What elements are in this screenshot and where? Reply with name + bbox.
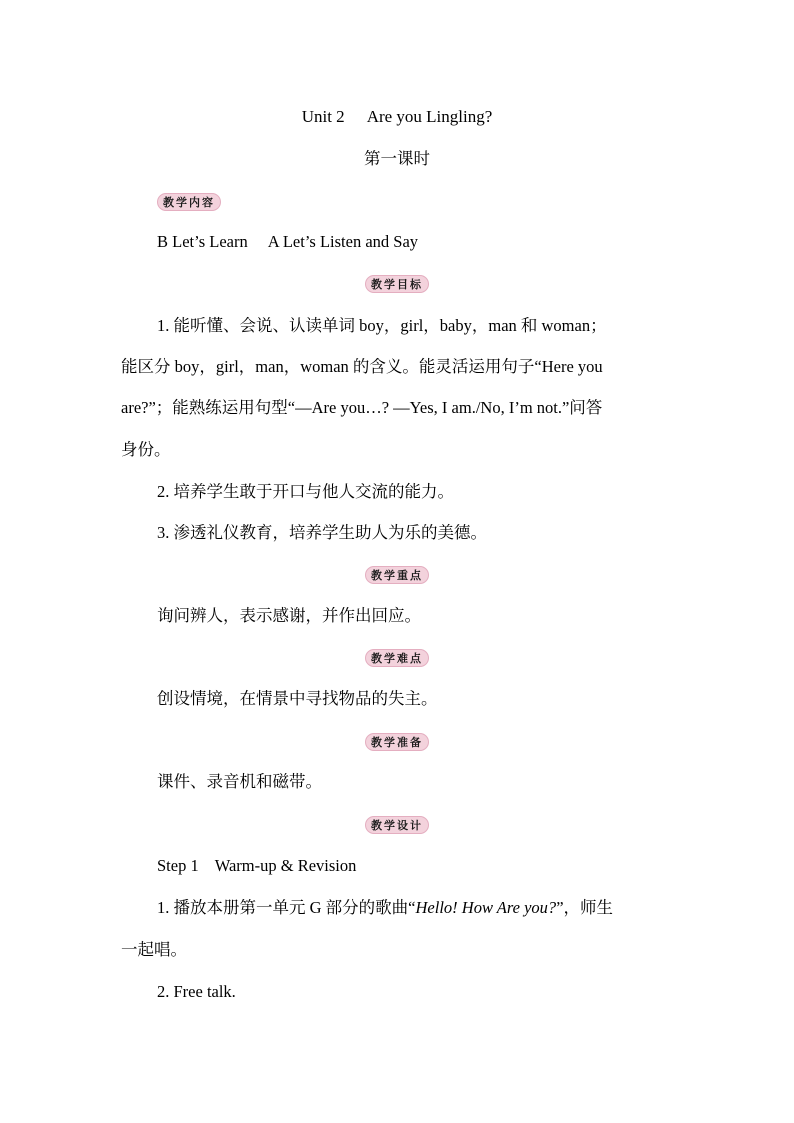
objective-3: 3. 渗透礼仪教育，培养学生助人为乐的美德。 [157, 523, 487, 542]
preparation-text: 课件、录音机和磁带。 [157, 772, 322, 791]
section-badge-preparation: 教学准备 [365, 733, 429, 751]
section-badge-design: 教学设计 [365, 816, 429, 834]
section-badge-key-points: 教学重点 [365, 566, 429, 584]
objective-1-line-2: 能区分 boy，girl，man，woman 的含义。能灵活运用句子“Here you [121, 357, 603, 376]
objective-2: 2. 培养学生敢于开口与他人交流的能力。 [157, 482, 454, 501]
unit-name: Are you Lingling? [366, 107, 493, 126]
objective-1-line-3: are?”；能熟练运用句型“—Are you…? —Yes, I am./No, I’m not.”问答 [121, 398, 603, 417]
section-badge-content: 教学内容 [157, 193, 221, 211]
step-title: Warm-up & Revision [214, 856, 357, 875]
design-item-1-line-1 [157, 897, 613, 919]
design-item-2: 2. Free talk. [157, 982, 236, 1001]
content-text [157, 231, 418, 253]
item-1-suffix: ”，师生 [556, 898, 614, 917]
objective-1-line-4: 身份。 [121, 440, 171, 459]
step-label: Step 1 [157, 856, 199, 875]
content-part-b: B Let’s Learn [157, 232, 248, 251]
unit-title [0, 106, 794, 128]
objective-1-line-1: 1. 能听懂、会说、认读单词 boy，girl，baby，man 和 woman； [157, 316, 607, 335]
unit-number: Unit 2 [301, 107, 345, 126]
item-1-prefix: 1. 播放本册第一单元 G 部分的歌曲“ [157, 898, 416, 917]
design-item-1-line-2: 一起唱。 [121, 940, 187, 959]
lesson-title: 第一课时 [364, 149, 430, 168]
section-badge-objectives: 教学目标 [365, 275, 429, 293]
step-heading [157, 855, 356, 877]
song-title: Hello! How Are you? [415, 898, 557, 917]
content-part-a: A Let’s Listen and Say [267, 232, 419, 251]
key-points-text: 询问辨人，表示感谢，并作出回应。 [157, 606, 421, 625]
difficulties-text: 创设情境，在情景中寻找物品的失主。 [157, 689, 438, 708]
section-badge-difficulties: 教学难点 [365, 649, 429, 667]
